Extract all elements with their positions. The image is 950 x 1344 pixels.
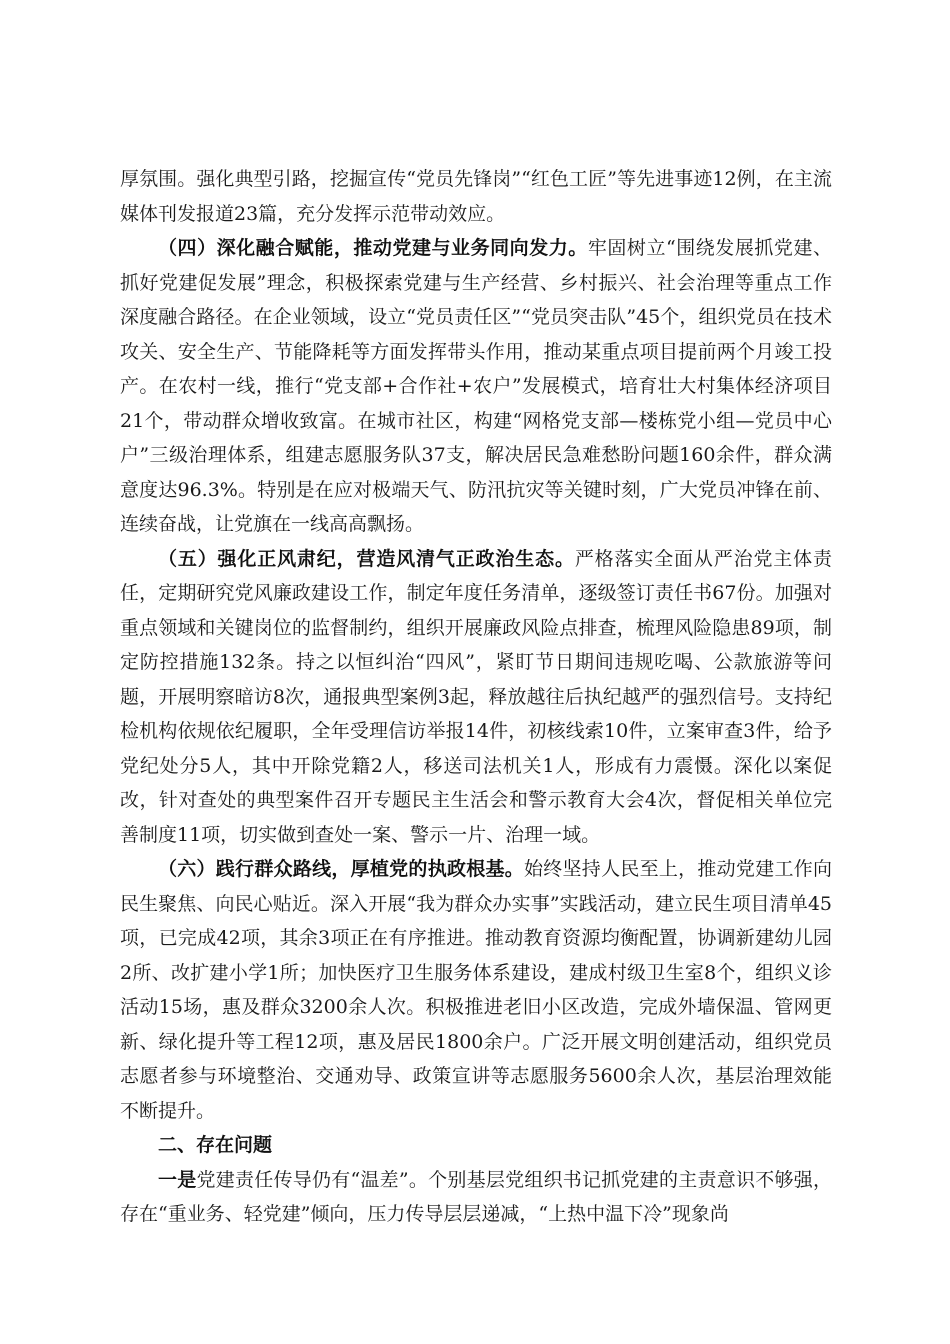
paragraph-section-6 xyxy=(120,852,832,1128)
paragraph-lead: （五）强化正风肃纪，营造风清气正政治生态。 xyxy=(158,547,575,570)
paragraph-text: 始终坚持人民至上，推动党建工作向民生聚焦、向民心贴近。深入开展“我为群众办实事”实践活动，建立民生项目清单45项，已完成42项，其余3项正在有序推进。推动教育资源均衡配置，协调新建幼儿园2所、改扩建小学1所；加快医疗卫生服务体系建设，建成村级卫生室8个，组织义诊活动15场，惠及群众3200余人次。积极推进老旧小区改造，完成外墙保温、管网更新、绿化提升等工程12项，惠及居民1800余户。广泛开展文明创建活动，组织党员志愿者参与环境整治、交通劝导、政策宣讲等志愿服务5600余人次，基层治理效能不断提升。 xyxy=(120,858,832,1122)
paragraph-text: 厚氛围。强化典型引路，挖掘宣传“党员先锋岗”“红色工匠”等先进事迹12例，在主流媒体刊发报道23篇，充分发挥示范带动效应。 xyxy=(120,168,832,225)
paragraph-lead: （六）践行群众路线，厚植党的执政根基。 xyxy=(158,858,525,880)
paragraph-text: 严格落实全面从严治党主体责任，定期研究党风廉政建设工作，制定年度任务清单，逐级签订责任书67份。加强对重点领域和关键岗位的监督制约，组织开展廉政风险点排查，梳理风险隐患89项，制定防控措施132条。持之以恒纠治“四风”，紧盯节日期间违规吃喝、公款旅游等问题，开展明察暗访8次，通报典型案例3起，释放越往后执纪越严的强烈信号。支持纪检机构依规依纪履职，全年受理信访举报14件，初核线索10件，立案审查3件，给予党纪处分5人，其中开除党籍2人，移送司法机关1人，形成有力震慑。深化以案促改，针对查处的典型案件召开专题民主生活会和警示教育大会4次，督促相关单位完善制度11项，切实做到查处一案、警示一片、治理一域。 xyxy=(120,547,832,846)
paragraph-lead: （四）深化融合赋能，推动党建与业务同向发力。 xyxy=(158,237,588,259)
paragraph-text: 牢固树立“围绕发展抓党建、抓好党建促发展”理念，积极探索党建与生产经营、乡村振兴、社会治理等重点工作深度融合路径。在企业领域，设立“党员责任区”“党员突击队”45个，组织党员在技术攻关、安全生产、节能降耗等方面发挥带头作用，推动某重点项目提前两个月竣工投产。在农村一线，推行“党支部+合作社+农户”发展模式，培育壮大村集体经济项目21个，带动群众增收致富。在城市社区，构建“网格党支部—楼栋党小组—党员中心户”三级治理体系，组建志愿服务队37支，解决居民急难愁盼问题160余件，群众满意度达96.3%。特别是在应对极端天气、防汛抗灾等关键时刻，广大党员冲锋在前、连续奋战，让党旗在一线高高飘扬。 xyxy=(120,237,832,535)
paragraph-section-4 xyxy=(120,231,832,542)
paragraph-lead: 一是 xyxy=(158,1168,197,1191)
paragraph-section-5 xyxy=(120,542,832,853)
paragraph-continuation xyxy=(120,162,832,231)
paragraph-text: 党建责任传导仍有“温差”。个别基层党组织书记抓党建的主责意识不够强，存在“重业务、轻党建”倾向，压力传导层层递减，“上热中温下冷”现象尚 xyxy=(120,1168,832,1225)
paragraph-problem-1 xyxy=(120,1163,832,1232)
section-heading: 二、存在问题 xyxy=(158,1134,273,1156)
document-body xyxy=(120,162,832,1232)
